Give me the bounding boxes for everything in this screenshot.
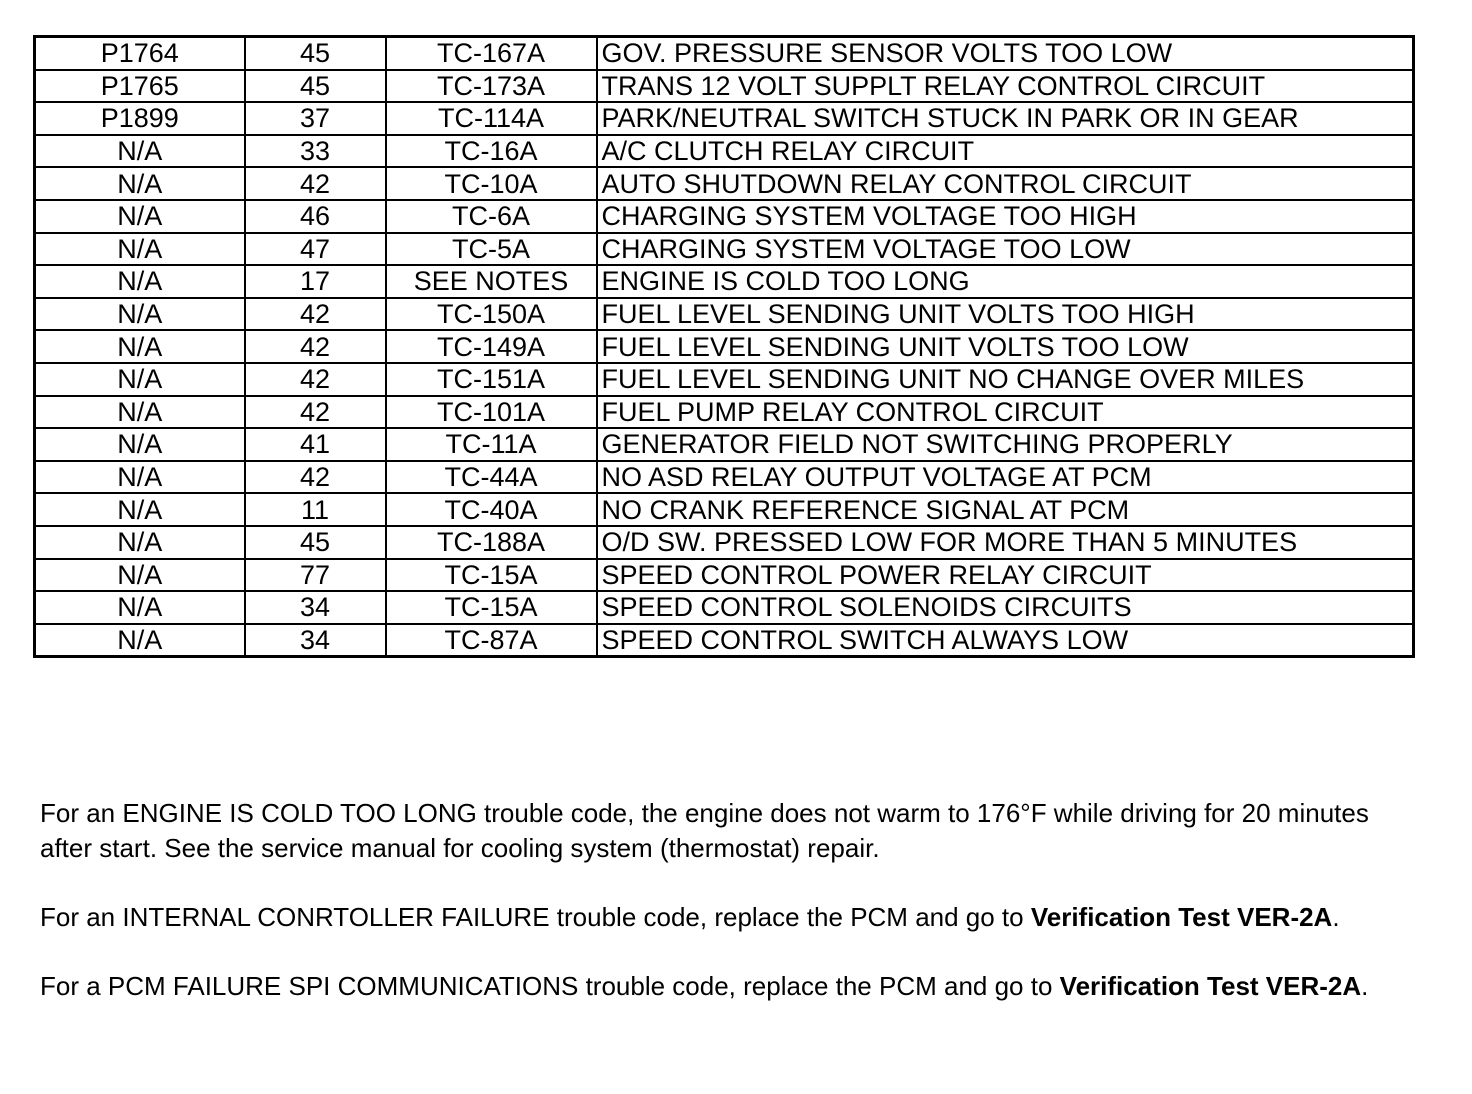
description-cell: AUTO SHUTDOWN RELAY CONTROL CIRCUIT (597, 167, 1414, 200)
flash-code-cell: 34 (245, 624, 386, 657)
obd-code-cell: P1764 (35, 37, 245, 70)
trouble-code-rows (35, 37, 1414, 657)
test-ref-cell: TC-173A (386, 70, 597, 103)
flash-code-cell: 42 (245, 461, 386, 494)
table-row (35, 363, 1414, 396)
flash-code-cell: 46 (245, 200, 386, 233)
obd-code-cell: N/A (35, 559, 245, 592)
description-cell: ENGINE IS COLD TOO LONG (597, 265, 1414, 298)
obd-code-cell: N/A (35, 200, 245, 233)
flash-code-cell: 34 (245, 591, 386, 624)
description-cell: NO ASD RELAY OUTPUT VOLTAGE AT PCM (597, 461, 1414, 494)
flash-code-cell: 45 (245, 526, 386, 559)
table-row (35, 330, 1414, 363)
test-ref-cell: TC-150A (386, 298, 597, 331)
table-row (35, 493, 1414, 526)
obd-code-cell: N/A (35, 624, 245, 657)
flash-code-cell: 77 (245, 559, 386, 592)
obd-code-cell: N/A (35, 461, 245, 494)
note-pcm-spi-failure (40, 969, 1420, 1004)
obd-code-cell: N/A (35, 265, 245, 298)
description-cell: FUEL LEVEL SENDING UNIT VOLTS TOO LOW (597, 330, 1414, 363)
flash-code-cell: 42 (245, 330, 386, 363)
test-ref-cell: TC-44A (386, 461, 597, 494)
description-cell: A/C CLUTCH RELAY CIRCUIT (597, 135, 1414, 168)
description-cell: O/D SW. PRESSED LOW FOR MORE THAN 5 MINUTES (597, 526, 1414, 559)
flash-code-cell: 37 (245, 102, 386, 135)
flash-code-cell: 45 (245, 37, 386, 70)
verification-test-ref: Verification Test VER-2A (1059, 971, 1362, 1001)
description-cell: FUEL LEVEL SENDING UNIT VOLTS TOO HIGH (597, 298, 1414, 331)
obd-code-cell: P1899 (35, 102, 245, 135)
table-row (35, 461, 1414, 494)
table-row (35, 200, 1414, 233)
test-ref-cell: TC-5A (386, 233, 597, 266)
obd-code-cell: N/A (35, 526, 245, 559)
test-ref-cell: TC-149A (386, 330, 597, 363)
test-ref-cell: TC-101A (386, 396, 597, 429)
table-row (35, 396, 1414, 429)
flash-code-cell: 42 (245, 396, 386, 429)
description-cell: SPEED CONTROL SOLENOIDS CIRCUITS (597, 591, 1414, 624)
table-row (35, 428, 1414, 461)
notes-section (40, 796, 1420, 1038)
description-cell: NO CRANK REFERENCE SIGNAL AT PCM (597, 493, 1414, 526)
note-internal-controller-text: For an INTERNAL CONRTOLLER FAILURE trouble code, replace the PCM and go to (40, 902, 1031, 932)
trouble-code-table (33, 35, 1415, 658)
test-ref-cell: TC-15A (386, 559, 597, 592)
flash-code-cell: 41 (245, 428, 386, 461)
verification-test-ref: Verification Test VER-2A (1030, 902, 1333, 932)
obd-code-cell: N/A (35, 428, 245, 461)
test-ref-cell: TC-10A (386, 167, 597, 200)
note-engine-cold-text: For an ENGINE IS COLD TOO LONG trouble code, the engine does not warm to 176°F while driving for 20 minutes after start. See the service manual for cooling system (thermostat) repair. (40, 798, 1369, 863)
table-row (35, 135, 1414, 168)
table-row (35, 233, 1414, 266)
test-ref-cell: TC-40A (386, 493, 597, 526)
obd-code-cell: N/A (35, 493, 245, 526)
description-cell: SPEED CONTROL SWITCH ALWAYS LOW (597, 624, 1414, 657)
flash-code-cell: 42 (245, 363, 386, 396)
obd-code-cell: N/A (35, 167, 245, 200)
obd-code-cell: N/A (35, 135, 245, 168)
obd-code-cell: N/A (35, 330, 245, 363)
flash-code-cell: 42 (245, 167, 386, 200)
table-row (35, 298, 1414, 331)
flash-code-cell: 42 (245, 298, 386, 331)
obd-code-cell: N/A (35, 591, 245, 624)
note-end-punct: . (1361, 971, 1369, 1001)
flash-code-cell: 47 (245, 233, 386, 266)
obd-code-cell: N/A (35, 298, 245, 331)
flash-code-cell: 11 (245, 493, 386, 526)
test-ref-cell: TC-87A (386, 624, 597, 657)
test-ref-cell: TC-15A (386, 591, 597, 624)
obd-code-cell: P1765 (35, 70, 245, 103)
flash-code-cell: 33 (245, 135, 386, 168)
note-engine-cold (40, 796, 1420, 866)
table-row (35, 559, 1414, 592)
test-ref-cell: TC-188A (386, 526, 597, 559)
note-end-punct: . (1332, 902, 1340, 932)
table-row (35, 167, 1414, 200)
obd-code-cell: N/A (35, 396, 245, 429)
description-cell: FUEL LEVEL SENDING UNIT NO CHANGE OVER MILES (597, 363, 1414, 396)
test-ref-cell: TC-16A (386, 135, 597, 168)
obd-code-cell: N/A (35, 233, 245, 266)
description-cell: SPEED CONTROL POWER RELAY CIRCUIT (597, 559, 1414, 592)
test-ref-cell: TC-167A (386, 37, 597, 70)
description-cell: TRANS 12 VOLT SUPPLT RELAY CONTROL CIRCUIT (597, 70, 1414, 103)
test-ref-cell: TC-11A (386, 428, 597, 461)
table-row (35, 265, 1414, 298)
table-row (35, 102, 1414, 135)
test-ref-cell: SEE NOTES (386, 265, 597, 298)
description-cell: GOV. PRESSURE SENSOR VOLTS TOO LOW (597, 37, 1414, 70)
table-row (35, 526, 1414, 559)
description-cell: CHARGING SYSTEM VOLTAGE TOO HIGH (597, 200, 1414, 233)
description-cell: CHARGING SYSTEM VOLTAGE TOO LOW (597, 233, 1414, 266)
flash-code-cell: 45 (245, 70, 386, 103)
test-ref-cell: TC-6A (386, 200, 597, 233)
test-ref-cell: TC-114A (386, 102, 597, 135)
table-row (35, 70, 1414, 103)
table-row (35, 37, 1414, 70)
test-ref-cell: TC-151A (386, 363, 597, 396)
description-cell: GENERATOR FIELD NOT SWITCHING PROPERLY (597, 428, 1414, 461)
flash-code-cell: 17 (245, 265, 386, 298)
table-row (35, 591, 1414, 624)
description-cell: FUEL PUMP RELAY CONTROL CIRCUIT (597, 396, 1414, 429)
note-pcm-spi-text: For a PCM FAILURE SPI COMMUNICATIONS trouble code, replace the PCM and go to (40, 971, 1060, 1001)
obd-code-cell: N/A (35, 363, 245, 396)
description-cell: PARK/NEUTRAL SWITCH STUCK IN PARK OR IN GEAR (597, 102, 1414, 135)
table-row (35, 624, 1414, 657)
note-internal-controller-failure (40, 900, 1420, 935)
